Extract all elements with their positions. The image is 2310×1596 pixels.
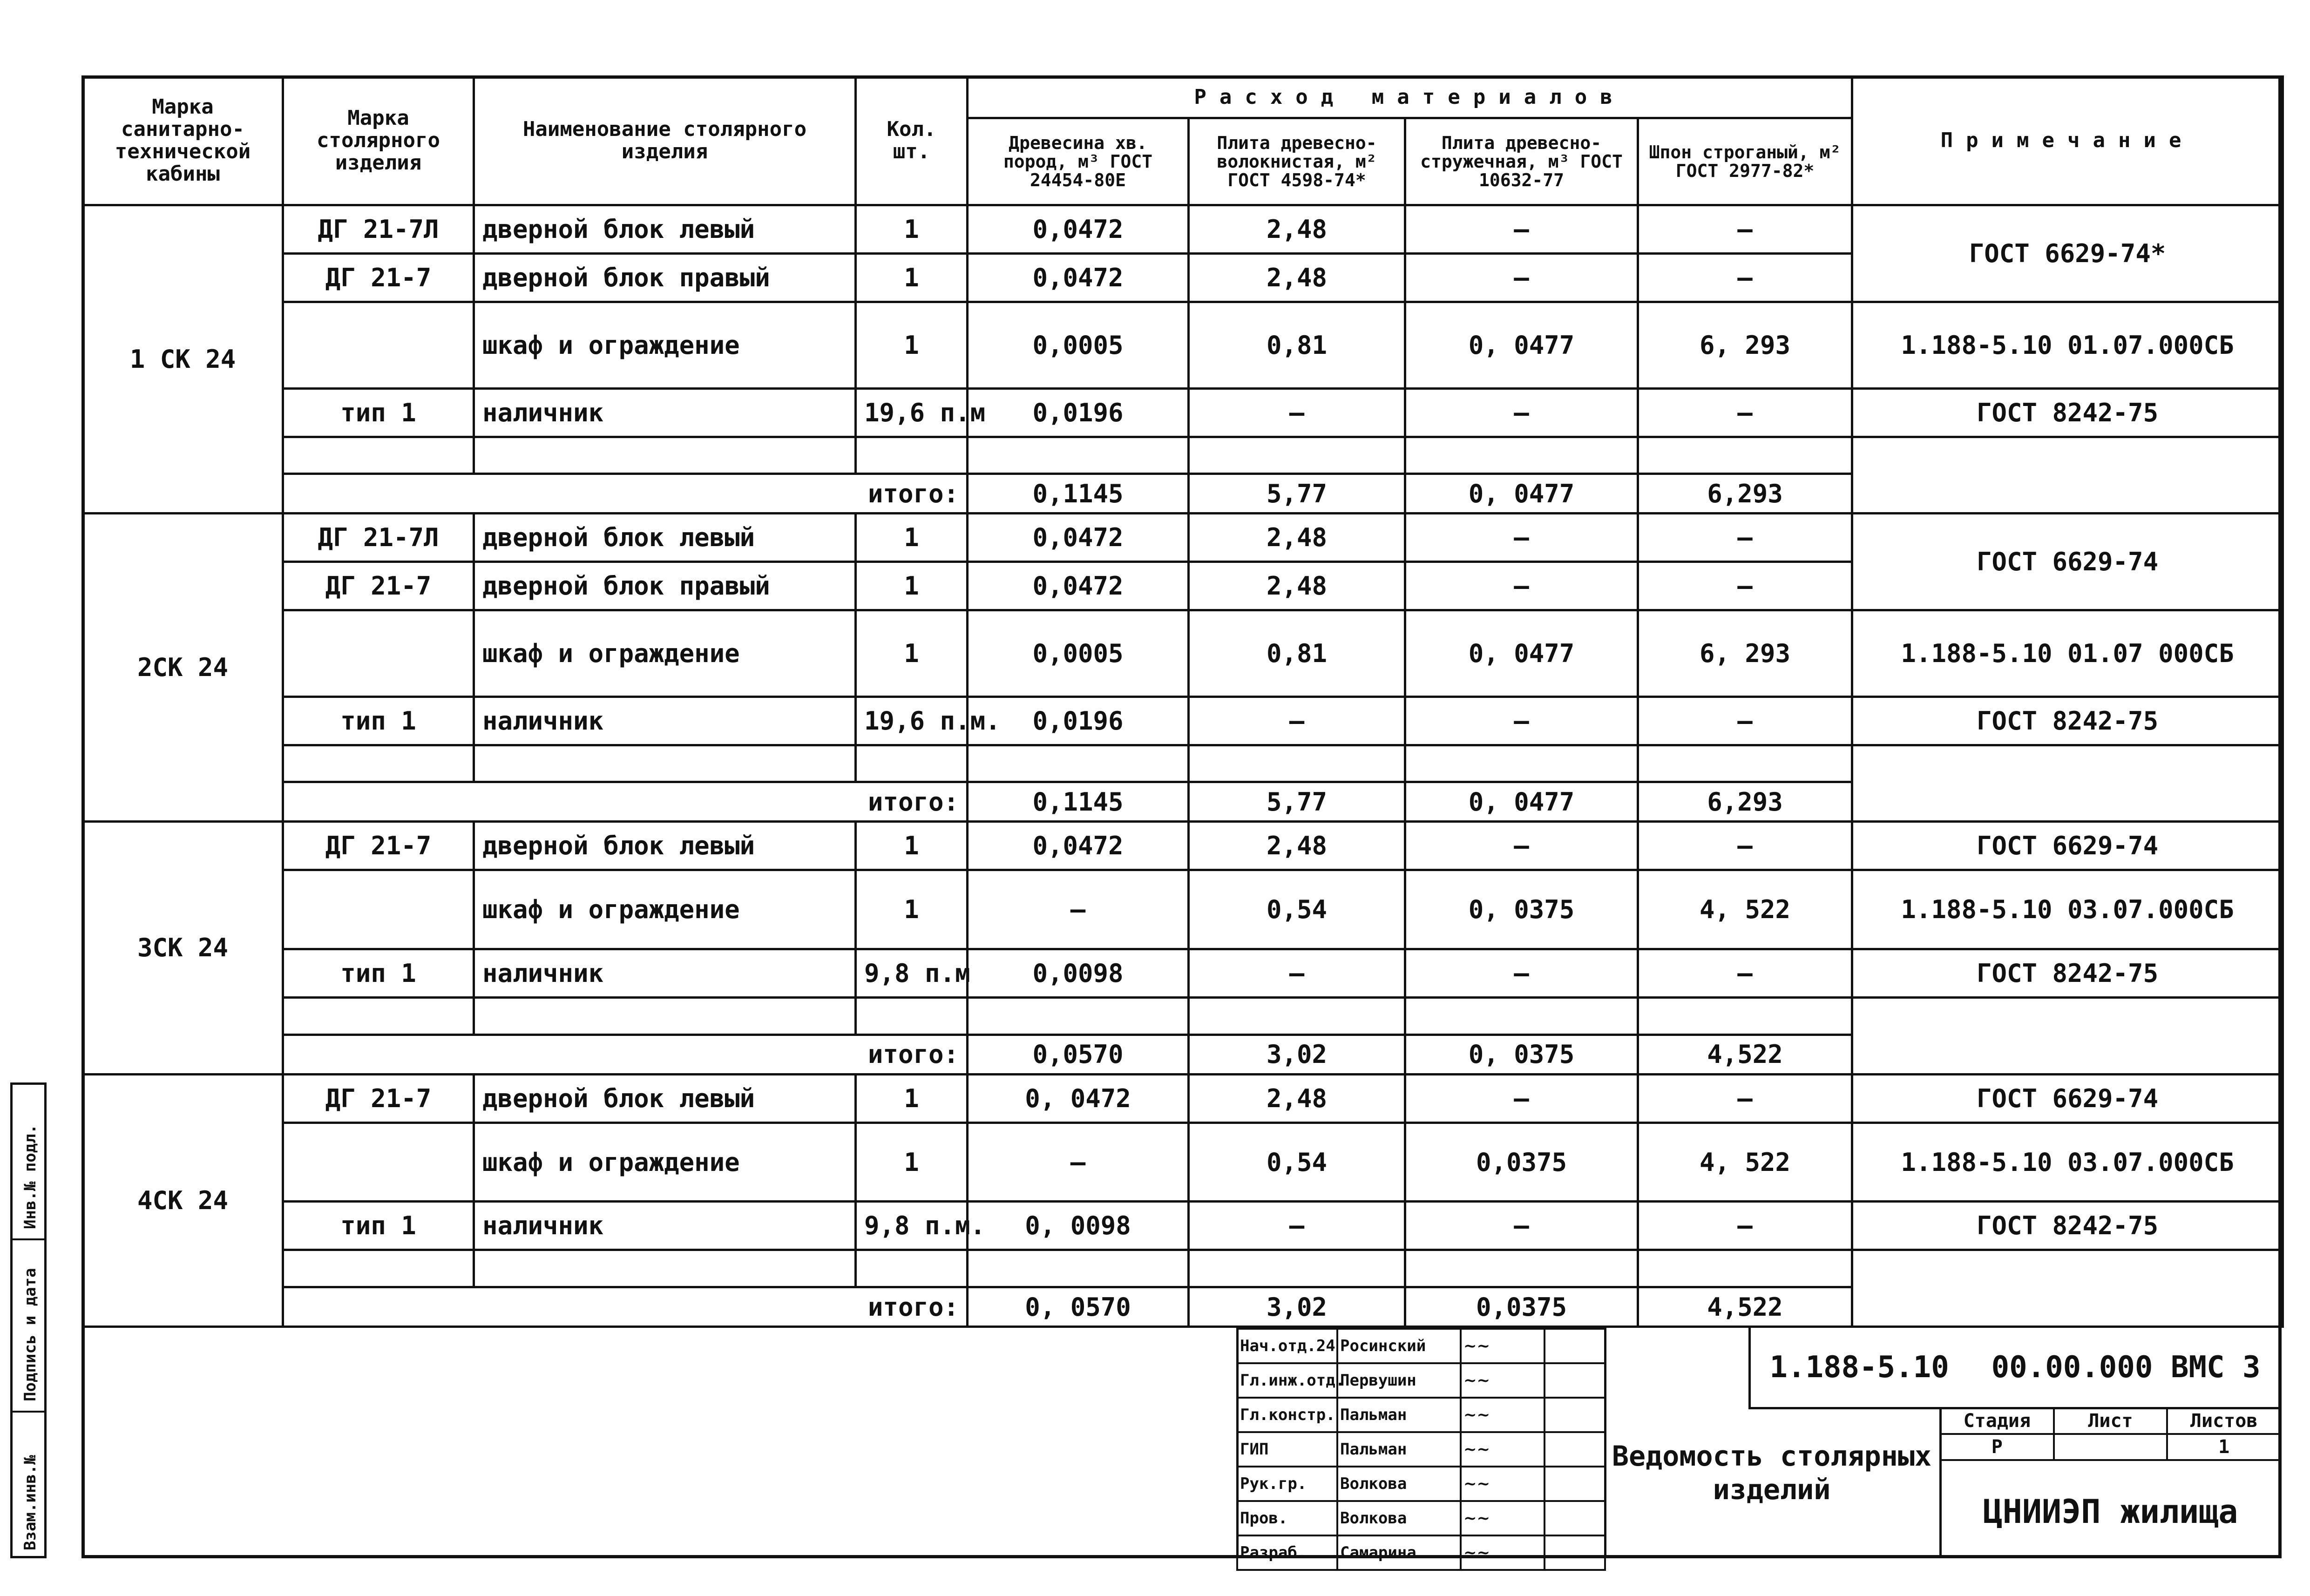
wood-value: 0,0098 [968,949,1189,998]
header-name: Наименование столярного изделия [474,77,856,205]
wood-value: 0,0472 [968,253,1189,302]
item-name: шкаф и ограждение [474,870,856,949]
wood-value: 0,0472 [968,205,1189,253]
note: ГОСТ 8242-75 [1852,388,2283,437]
header-wood: Древесина хв. пород, м³ ГОСТ 24454-80Е [968,118,1189,205]
fiberboard-value: 2,48 [1189,253,1405,302]
total-veneer: 6,293 [1638,474,1852,514]
signature: ~~ [1461,1467,1545,1501]
total-wood: 0,1145 [968,474,1189,514]
chipboard-value: — [1405,253,1638,302]
role: Пров. [1237,1501,1337,1535]
document-code-series: 1.188-5.10 [1769,1350,1949,1385]
item-mark: ДГ 21-7 [283,253,474,302]
item-mark: ДГ 21-7Л [283,205,474,253]
date-cell [1545,1363,1605,1398]
person-name: Волкова [1337,1501,1461,1535]
wood-value: 0,0196 [968,388,1189,437]
veneer-value: 4, 522 [1638,1123,1852,1202]
item-name: шкаф и ограждение [474,610,856,697]
veneer-value: — [1638,562,1852,610]
fiberboard-value: — [1189,697,1405,745]
item-qty: 1 [856,562,968,610]
sheet-label: Лист [2054,1408,2168,1434]
date-cell [1545,1467,1605,1501]
stage-label: Стадия [1940,1408,2054,1434]
chipboard-value: — [1405,697,1638,745]
document-code-number: 00.00.000 ВМС 3 [1991,1350,2261,1385]
total-chipboard: 0, 0477 [1405,474,1638,514]
veneer-value: — [1638,514,1852,562]
date-cell [1545,1398,1605,1432]
role: Разраб. [1237,1535,1337,1570]
total-veneer: 6,293 [1638,782,1852,822]
stage-table [1939,1407,2282,1461]
fiberboard-value: 0,81 [1189,302,1405,388]
strip-divider [13,1411,44,1413]
title-block [1236,1328,2282,1562]
signatures-table [1236,1328,1606,1571]
note: ГОСТ 8242-75 [1852,1202,2283,1250]
header-qty: Кол. шт. [856,77,968,205]
item-mark: тип 1 [283,949,474,998]
person-name: Первушин [1337,1363,1461,1398]
total-wood: 0,0570 [968,1035,1189,1074]
item-mark: ДГ 21-7 [283,1074,474,1123]
veneer-value: 4, 522 [1638,870,1852,949]
total-wood: 0,1145 [968,782,1189,822]
total-label: итого: [283,782,968,822]
signature: ~~ [1461,1363,1545,1398]
cabin-mark: 2СК 24 [83,514,283,822]
item-mark: ДГ 21-7Л [283,514,474,562]
fiberboard-value: 0,81 [1189,610,1405,697]
fiberboard-value: 2,48 [1189,514,1405,562]
item-name: дверной блок правый [474,562,856,610]
veneer-value: — [1638,697,1852,745]
header-item: Марка столярного изделия [283,77,474,205]
role: Гл.констр. [1237,1398,1337,1432]
note: 1.188-5.10 03.07.000СБ [1852,1123,2283,1202]
veneer-value: — [1638,949,1852,998]
strip-label-inv: Инв.№ подл. [21,1124,40,1229]
signature: ~~ [1461,1329,1545,1363]
item-mark: тип 1 [283,697,474,745]
sheets-value: 1 [2167,1434,2281,1460]
item-mark: ДГ 21-7 [283,822,474,870]
chipboard-value: — [1405,1202,1638,1250]
role: Нач.отд.24 [1237,1329,1337,1363]
item-name: дверной блок левый [474,205,856,253]
chipboard-value: — [1405,949,1638,998]
item-name: шкаф и ограждение [474,1123,856,1202]
header-note: Примечание [1852,77,2283,205]
item-qty: 1 [856,302,968,388]
total-label: итого: [283,1035,968,1074]
item-name: дверной блок левый [474,822,856,870]
chipboard-value: — [1405,388,1638,437]
strip-divider [13,1238,44,1240]
veneer-value: — [1638,1202,1852,1250]
date-cell [1545,1501,1605,1535]
chipboard-value: — [1405,562,1638,610]
chipboard-value: — [1405,514,1638,562]
cabin-mark: 3СК 24 [83,822,283,1074]
note: ГОСТ 6629-74 [1852,822,2283,870]
total-wood: 0, 0570 [968,1287,1189,1327]
wood-value: 0,0472 [968,562,1189,610]
veneer-value: 6, 293 [1638,610,1852,697]
total-chipboard: 0, 0375 [1405,1035,1638,1074]
veneer-value: — [1638,1074,1852,1123]
item-name: наличник [474,388,856,437]
item-qty: 1 [856,205,968,253]
fiberboard-value: 2,48 [1189,822,1405,870]
item-name: наличник [474,949,856,998]
chipboard-value: 0, 0477 [1405,610,1638,697]
chipboard-value: — [1405,822,1638,870]
cabin-mark: 1 СК 24 [83,205,283,513]
strip-label-signature: Подпись и дата [21,1268,40,1401]
veneer-value: 6, 293 [1638,302,1852,388]
wood-value: 0, 0098 [968,1202,1189,1250]
veneer-value: — [1638,822,1852,870]
signature: ~~ [1461,1432,1545,1467]
document-code [1748,1328,2282,1407]
wood-value: 0, 0472 [968,1074,1189,1123]
note: ГОСТ 8242-75 [1852,697,2283,745]
chipboard-value: 0, 0375 [1405,870,1638,949]
note: ГОСТ 6629-74 [1852,514,2283,610]
item-name: дверной блок левый [474,514,856,562]
header-materials-group: Расход материалов [968,77,1852,118]
wood-value: 0,0196 [968,697,1189,745]
person-name: Пальман [1337,1432,1461,1467]
person-name: Самарина [1337,1535,1461,1570]
total-label: итого: [283,474,968,514]
item-qty: 1 [856,514,968,562]
fiberboard-value: 0,54 [1189,1123,1405,1202]
total-veneer: 4,522 [1638,1035,1852,1074]
item-qty: 1 [856,253,968,302]
veneer-value: — [1638,253,1852,302]
wood-value: 0,0472 [968,822,1189,870]
fiberboard-value: 2,48 [1189,205,1405,253]
person-name: Пальман [1337,1398,1461,1432]
item-qty: 1 [856,1074,968,1123]
organization-name: ЦНИИЭП жилища [1983,1493,2238,1531]
fiberboard-value: 0,54 [1189,870,1405,949]
total-fiberboard: 3,02 [1189,1287,1405,1327]
veneer-value: — [1638,388,1852,437]
chipboard-value: — [1405,205,1638,253]
strip-label-replace: Взам.инв.№ [21,1455,40,1550]
item-qty: 9,8 п.м. [856,1202,968,1250]
header-fiberboard: Плита древесно-волокнистая, м² ГОСТ 4598-74* [1189,118,1405,205]
veneer-value: — [1638,205,1852,253]
note: ГОСТ 8242-75 [1852,949,2283,998]
fiberboard-value: — [1189,388,1405,437]
date-cell [1545,1535,1605,1570]
item-mark: тип 1 [283,1202,474,1250]
fiberboard-value: — [1189,1202,1405,1250]
role: ГИП [1237,1432,1337,1467]
item-name: наличник [474,697,856,745]
note: 1.188-5.10 01.07 000СБ [1852,610,2283,697]
item-name: дверной блок левый [474,1074,856,1123]
note: ГОСТ 6629-74* [1852,205,2283,302]
total-chipboard: 0, 0477 [1405,782,1638,822]
total-fiberboard: 3,02 [1189,1035,1405,1074]
item-qty: 9,8 п.м [856,949,968,998]
item-qty: 1 [856,870,968,949]
chipboard-value: 0, 0477 [1405,302,1638,388]
role: Рук.гр. [1237,1467,1337,1501]
note: 1.188-5.10 03.07.000СБ [1852,870,2283,949]
person-name: Волкова [1337,1467,1461,1501]
side-approval-strip [10,1082,47,1558]
note: 1.188-5.10 01.07.000СБ [1852,302,2283,388]
chipboard-value: — [1405,1074,1638,1123]
signature: ~~ [1461,1501,1545,1535]
item-name: дверной блок правый [474,253,856,302]
note: ГОСТ 6629-74 [1852,1074,2283,1123]
item-qty: 19,6 п.м [856,388,968,437]
wood-value: 0,0005 [968,302,1189,388]
signature: ~~ [1461,1398,1545,1432]
person-name: Росинский [1337,1329,1461,1363]
chipboard-value: 0,0375 [1405,1123,1638,1202]
item-qty: 19,6 п.м. [856,697,968,745]
sheets-label: Листов [2167,1408,2281,1434]
wood-value: – [968,1123,1189,1202]
item-mark: тип 1 [283,388,474,437]
fiberboard-value: 2,48 [1189,1074,1405,1123]
header-chipboard: Плита древесно-стружечная, м³ ГОСТ 10632-77 [1405,118,1638,205]
cabin-mark: 4СК 24 [83,1074,283,1326]
wood-value: – [968,870,1189,949]
sheet-value [2054,1434,2168,1460]
role: Гл.инж.отд. [1237,1363,1337,1398]
item-mark: ДГ 21-7 [283,562,474,610]
fiberboard-value: 2,48 [1189,562,1405,610]
total-chipboard: 0,0375 [1405,1287,1638,1327]
item-name: наличник [474,1202,856,1250]
item-qty: 1 [856,610,968,697]
fiberboard-value: — [1189,949,1405,998]
wood-value: 0,0005 [968,610,1189,697]
total-fiberboard: 5,77 [1189,782,1405,822]
total-fiberboard: 5,77 [1189,474,1405,514]
signature: ~~ [1461,1535,1545,1570]
total-label: итого: [283,1287,968,1327]
document-title: Ведомость столярных изделий [1612,1440,1932,1506]
header-cabin: Марка санитарно-технической кабины [83,77,283,205]
stage-value: Р [1940,1434,2054,1460]
item-qty: 1 [856,1123,968,1202]
header-veneer: Шпон строганый, м² ГОСТ 2977-82* [1638,118,1852,205]
total-veneer: 4,522 [1638,1287,1852,1327]
date-cell [1545,1329,1605,1363]
item-name: шкаф и ограждение [474,302,856,388]
wood-value: 0,0472 [968,514,1189,562]
item-qty: 1 [856,822,968,870]
date-cell [1545,1432,1605,1467]
stage-block [1939,1407,2282,1558]
